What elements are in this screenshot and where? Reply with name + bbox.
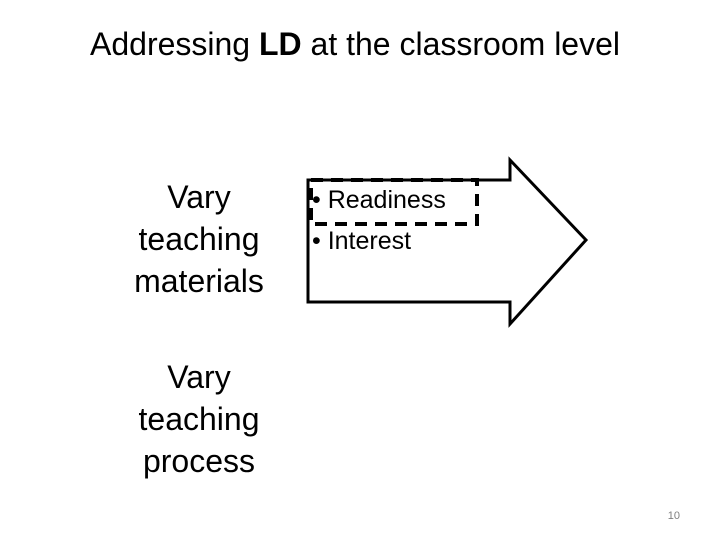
page-number: 10: [667, 510, 680, 522]
process-line: Vary: [167, 359, 231, 395]
materials-line: Vary: [167, 179, 231, 215]
title-text-end: at the classroom level: [301, 26, 620, 62]
vary-process-label: [118, 356, 280, 482]
bullet-readiness: • Readiness: [312, 186, 446, 214]
process-line: process: [142, 443, 256, 479]
materials-line: teaching: [138, 221, 260, 257]
title-text-emphasis: LD: [258, 26, 302, 62]
bullet-interest: • Interest: [312, 227, 412, 255]
title-text-start: Addressing: [90, 26, 259, 62]
slide-title: [0, 22, 710, 66]
vary-materials-label: [118, 176, 280, 302]
materials-line: materials: [134, 263, 264, 299]
process-line: teaching: [138, 401, 260, 437]
